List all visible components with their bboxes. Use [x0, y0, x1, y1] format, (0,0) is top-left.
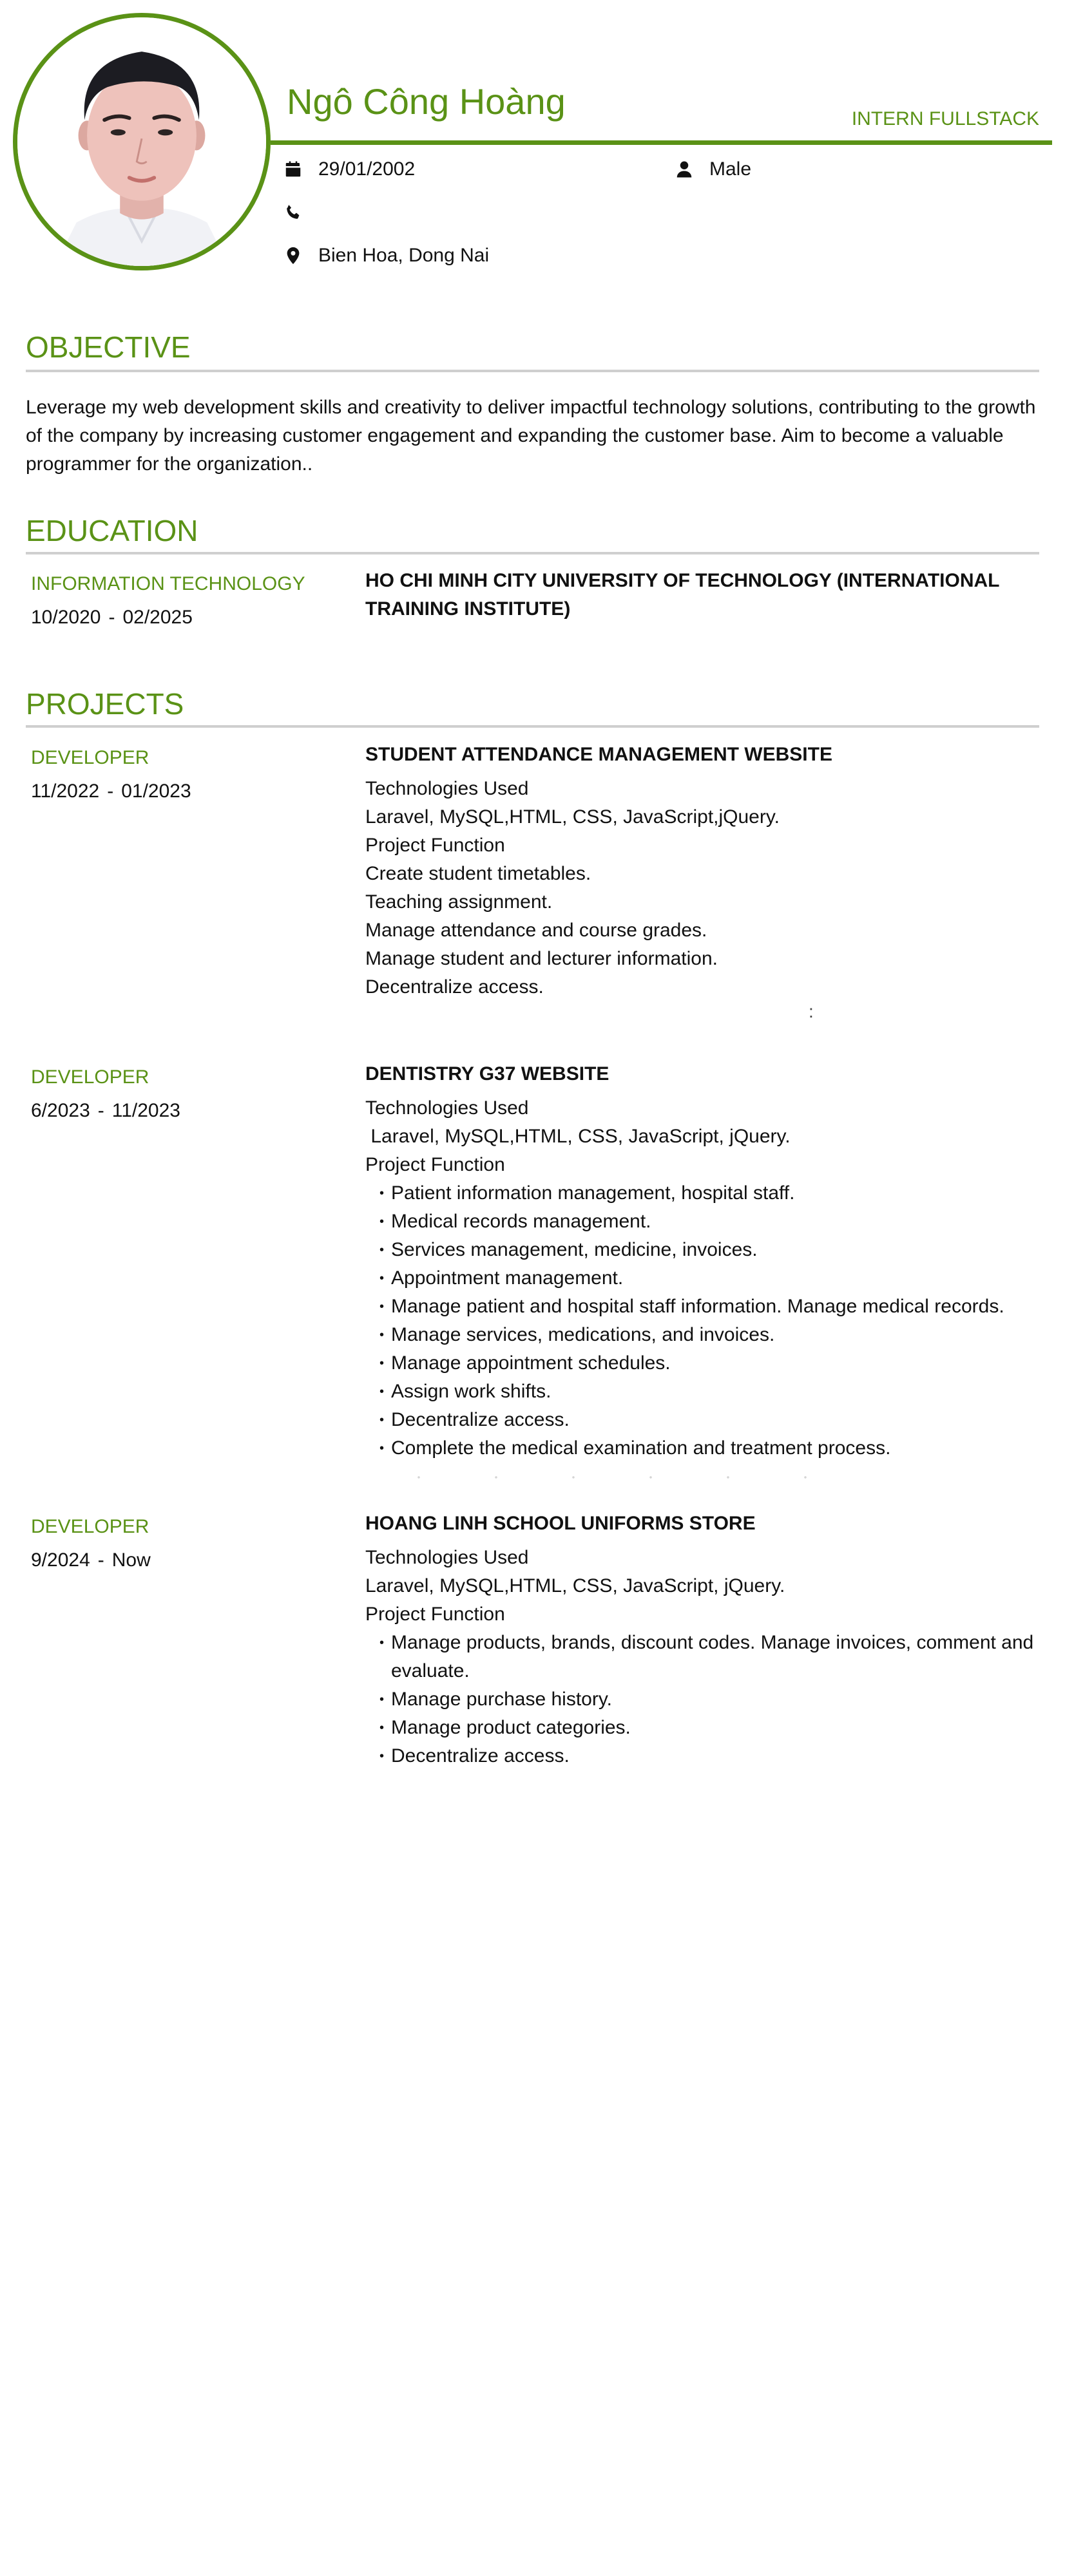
tech-list: Laravel, MySQL,HTML, CSS, JavaScript, jQuery. [365, 1126, 791, 1147]
position-title: INTERN FULLSTACK [851, 108, 1039, 129]
gender-value: Male [709, 158, 752, 180]
tech-list: Laravel, MySQL,HTML, CSS, JavaScript,jQuery. [365, 806, 780, 828]
date-separator: - [108, 607, 115, 628]
education-dates [31, 608, 340, 627]
project-detail [365, 741, 1048, 1001]
date-separator: - [97, 1100, 104, 1121]
education-divider [26, 552, 1039, 554]
function-item: • Appointment management. [365, 1264, 1048, 1293]
objective-divider [26, 370, 1039, 372]
candidate-name: Ngô Công Hoàng [287, 81, 566, 122]
function-item: • Manage appointment schedules. [365, 1349, 1048, 1378]
function-item: • Manage purchase history. [365, 1685, 1048, 1714]
map-pin-icon [283, 246, 303, 265]
function-label: Project Function [365, 835, 505, 856]
objective-text: Leverage my web development skills and creativity to deliver impactful technology solutions, contributing to the growth of the company by increasing customer engagement and expanding the customer base. Aim to become a valuable programmer for the organization.. [26, 397, 1036, 475]
birthdate-value: 29/01/2002 [318, 158, 416, 180]
date-start: 6/2023 [31, 1100, 90, 1121]
tech-label: Technologies Used [365, 1097, 529, 1119]
phone-row [283, 203, 318, 222]
function-item: • Manage services, medications, and invoices. [365, 1321, 1048, 1349]
profile-photo-illustration [17, 17, 266, 266]
project-detail [365, 1060, 1048, 1463]
function-item: • Decentralize access. [365, 1406, 1048, 1434]
function-list [365, 1629, 1048, 1770]
project-meta [31, 748, 340, 801]
header-divider [271, 140, 1052, 145]
profile-photo [13, 13, 271, 270]
objective-title: OBJECTIVE [26, 330, 191, 364]
location-value: Bien Hoa, Dong Nai [318, 245, 490, 266]
project-detail [365, 1510, 1048, 1770]
function-item: • Services management, medicine, invoices. [365, 1236, 1048, 1264]
function-label: Project Function [365, 1154, 505, 1175]
project-name: HOANG LINH SCHOOL UNIFORMS STORE [365, 1513, 756, 1534]
date-separator: - [97, 1549, 104, 1571]
function-item: • Medical records management. [365, 1208, 1048, 1236]
project-meta [31, 1068, 340, 1121]
function-item: Manage attendance and course grades. [365, 920, 707, 941]
project-dates [31, 782, 340, 801]
school-name: HO CHI MINH CITY UNIVERSITY OF TECHNOLOGY (INTERNATIONAL TRAINING INSTITUTE) [365, 570, 999, 620]
education-title: EDUCATION [26, 514, 198, 547]
project-meta [31, 1517, 340, 1570]
stray-mark: : [809, 1001, 814, 1021]
date-start: 10/2020 [31, 607, 101, 628]
project-name: STUDENT ATTENDANCE MANAGEMENT WEBSITE [365, 744, 832, 765]
project-name: DENTISTRY G37 WEBSITE [365, 1063, 609, 1084]
calendar-icon [283, 160, 303, 179]
date-end: Now [111, 1549, 151, 1571]
projects-divider [26, 725, 1039, 728]
project-role: DEVELOPER [31, 1516, 149, 1537]
date-separator: - [107, 781, 114, 802]
function-item: • Assign work shifts. [365, 1378, 1048, 1406]
function-item: Create student timetables. [365, 863, 591, 884]
function-item: • Complete the medical examination and treatment process. [365, 1434, 1048, 1463]
date-end: 02/2025 [122, 607, 193, 628]
location-row [283, 246, 489, 265]
education-major: INFORMATION TECHNOLOGY [31, 573, 305, 594]
gender-row [675, 160, 751, 179]
function-item: • Manage product categories. [365, 1714, 1048, 1742]
user-icon [675, 160, 694, 179]
tech-label: Technologies Used [365, 778, 529, 799]
faint-residue-line [380, 1476, 825, 1479]
function-item: Manage student and lecturer information. [365, 948, 718, 969]
function-item: • Manage products, brands, discount codes. Manage invoices, comment and evaluate. [365, 1629, 1048, 1685]
function-item: • Decentralize access. [365, 1742, 1048, 1770]
date-start: 11/2022 [31, 781, 100, 802]
project-dates [31, 1551, 340, 1570]
tech-list: Laravel, MySQL,HTML, CSS, JavaScript, jQuery. [365, 1575, 785, 1596]
education-entry-meta [31, 574, 340, 627]
function-item: Teaching assignment. [365, 891, 553, 913]
birthdate-row [283, 160, 415, 179]
date-end: 01/2023 [121, 781, 191, 802]
project-role: DEVELOPER [31, 747, 149, 768]
tech-label: Technologies Used [365, 1547, 529, 1568]
function-item: • Patient information management, hospital staff. [365, 1179, 1048, 1208]
education-entry-detail [365, 567, 1048, 629]
projects-title: PROJECTS [26, 687, 184, 721]
function-list [365, 1179, 1048, 1463]
project-dates [31, 1101, 340, 1121]
function-item: • Manage patient and hospital staff information. Manage medical records. [365, 1293, 1048, 1321]
function-label: Project Function [365, 1604, 505, 1625]
project-role: DEVELOPER [31, 1066, 149, 1088]
date-end: 11/2023 [111, 1100, 180, 1121]
date-start: 9/2024 [31, 1549, 90, 1571]
phone-icon [283, 203, 303, 222]
function-item: Decentralize access. [365, 976, 544, 998]
